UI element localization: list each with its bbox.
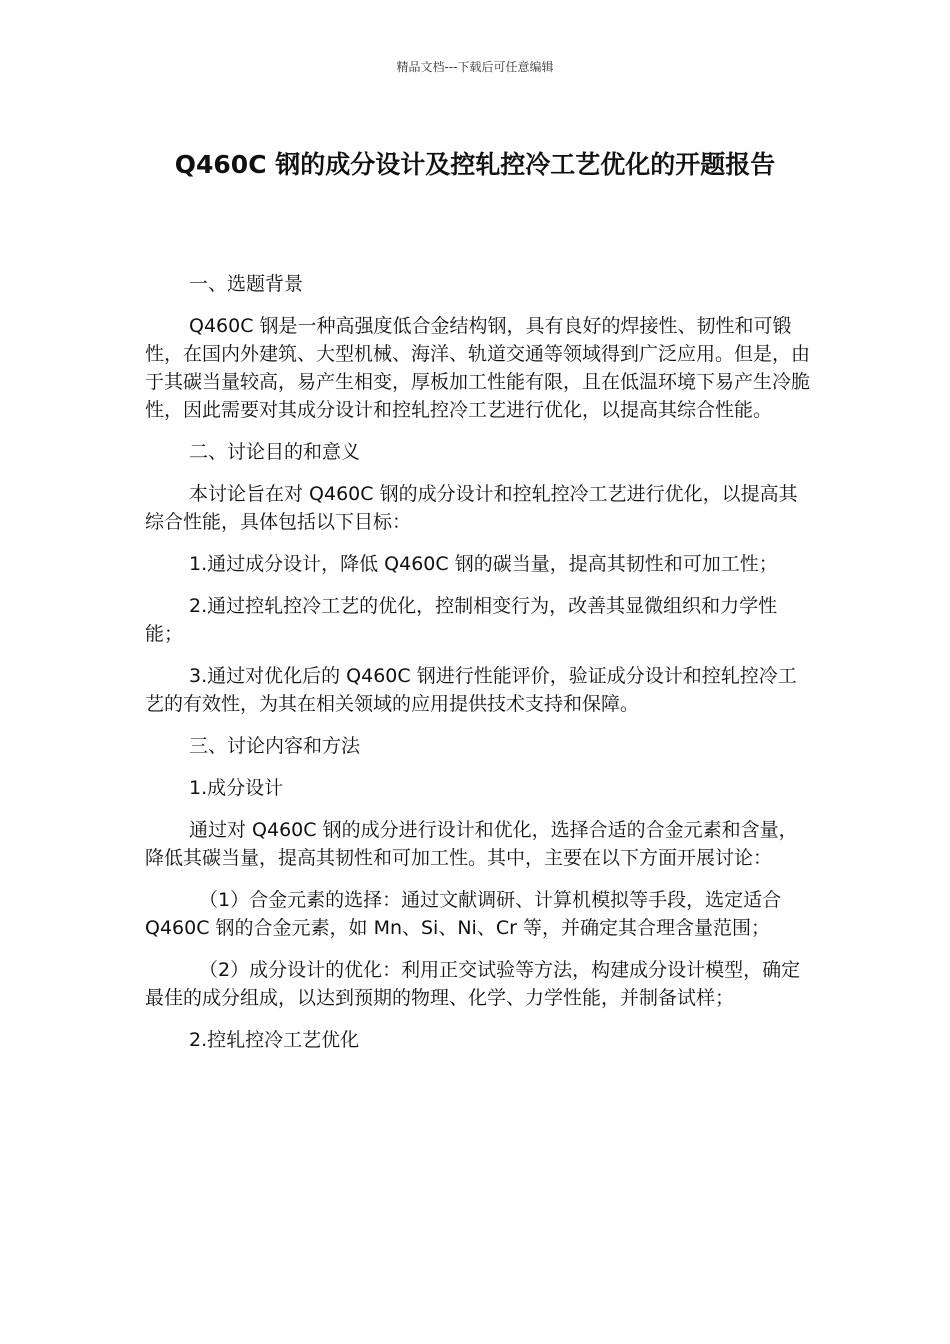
paragraph-background: Q460C 钢是一种高强度低合金结构钢，具有良好的焊接性、韧性和可锻性，在国内外建筑、大型机械、海洋、轨道交通等领域得到广泛应用。但是，由于其碳当量较高，易产生相变，厚板加工性能有限，且在低温环境下易产生冷脆性，因此需要对其成分设计和控轧控冷工艺进行优化，以提高其综合性能。 [145,315,811,421]
header-note: 精品文档---下载后可任意编辑 [396,60,554,74]
paragraph-composition-intro: 通过对 Q460C 钢的成分进行设计和优化，选择合适的合金元素和含量，降低其碳当量，提高其韧性和可加工性。其中，主要在以下方面开展讨论： [145,819,798,869]
list-item-goal-1: 1.通过成分设计，降低 Q460C 钢的碳当量，提高其韧性和可加工性； [189,553,778,575]
subheading-rolling-cooling: 2.控轧控冷工艺优化 [189,1029,360,1051]
subheading-composition-design: 1.成分设计 [189,777,284,799]
list-item-design-optimization: （2）成分设计的优化：利用正交试验等方法，构建成分设计模型，确定最佳的成分组成，以达到预期的物理、化学、力学性能，并制备试样； [145,959,801,1009]
list-item-alloy-selection: （1）合金元素的选择：通过文献调研、计算机模拟等手段，选定适合 Q460C 钢的合金元素，如 Mn、Si、Ni、Cr 等，并确定其合理含量范围； [145,889,782,939]
section-heading-background: 一、选题背景 [189,273,304,295]
document-body [145,270,815,1068]
paragraph-purpose-intro: 本讨论旨在对 Q460C 钢的成分设计和控轧控冷工艺进行优化，以提高其综合性能，具体包括以下目标： [145,483,798,533]
section-heading-content-method: 三、讨论内容和方法 [189,735,361,757]
list-item-goal-3: 3.通过对优化后的 Q460C 钢进行性能评价，验证成分设计和控轧控冷工艺的有效性，为其在相关领域的应用提供技术支持和保障。 [145,665,797,715]
list-item-goal-2: 2.通过控轧控冷工艺的优化，控制相变行为，改善其显微组织和力学性能； [145,595,778,645]
document-title: Q460C 钢的成分设计及控轧控冷工艺优化的开题报告 [174,150,776,179]
section-heading-purpose: 二、讨论目的和意义 [189,441,361,463]
